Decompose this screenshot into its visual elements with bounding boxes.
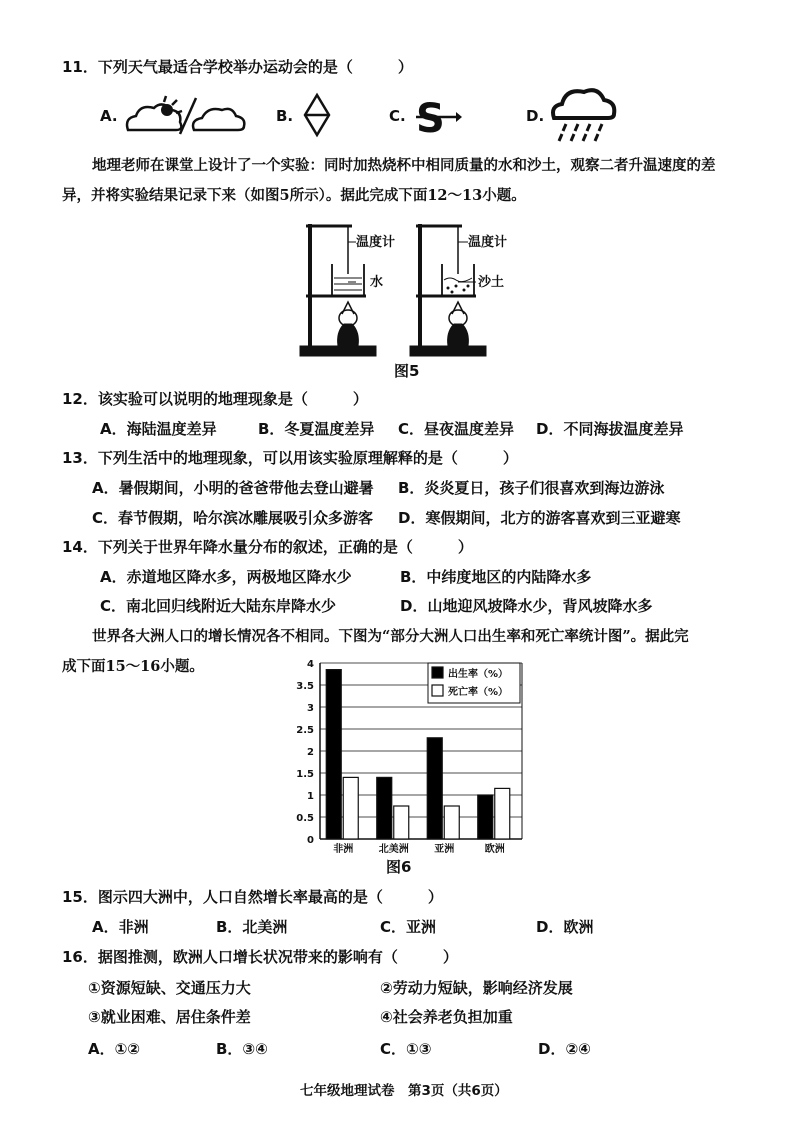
q11-option-d-letter: D. [526, 107, 545, 125]
q16-item-4: ④社会养老负担加重 [380, 1008, 513, 1026]
q16-item-2: ②劳动力短缺，影响经济发展 [380, 979, 573, 997]
figure5-caption: 图5 [394, 362, 420, 380]
partly-cloudy-to-cloudy-icon [120, 92, 250, 137]
intro-15-16-line1: 世界各大洲人口的增长情况各不相同。下图为“部分大洲人口出生率和死亡率统计图”。据此完 [92, 628, 689, 645]
q16-option-a: A．①② [88, 1040, 141, 1058]
q16-option-d: D．②④ [538, 1040, 591, 1058]
bar-birth-rate [478, 795, 493, 839]
bar-death-rate [444, 806, 459, 839]
y-tick-label: 0 [307, 835, 314, 846]
figure5-experiment-diagram [296, 214, 520, 362]
page-footer: 七年级地理试卷 第3页（共6页） [300, 1083, 508, 1099]
q12-stem: 12．该实验可以说明的地理现象是（ ） [62, 390, 368, 408]
q13-option-a: A．暑假期间，小明的爸爸带他去登山避暑 [92, 479, 374, 497]
q12-option-c: C．昼夜温度差异 [398, 420, 515, 438]
legend-swatch [432, 667, 443, 678]
bar-birth-rate [326, 670, 341, 839]
right-substance-label: 沙土 [478, 275, 505, 290]
legend-label: 死亡率（%） [448, 687, 509, 698]
x-tick-label: 欧洲 [484, 844, 505, 855]
legend-swatch [432, 685, 443, 696]
legend-label: 出生率（%） [448, 669, 509, 680]
x-tick-label: 北美洲 [378, 844, 409, 855]
q16-stem: 16．据图推测，欧洲人口增长状况带来的影响有（ ） [62, 948, 458, 966]
y-tick-label: 0.5 [296, 813, 314, 824]
svg-text:S: S [416, 96, 445, 138]
y-tick-label: 2.5 [296, 725, 314, 736]
bar-death-rate [394, 806, 409, 839]
q11-option-a-letter: A. [100, 107, 118, 125]
x-tick-label: 非洲 [333, 844, 354, 855]
q13-option-b: B．炎炎夏日，孩子们很喜欢到海边游泳 [398, 479, 665, 497]
q16-option-b: B．③④ [216, 1040, 268, 1058]
y-tick-label: 4 [307, 659, 314, 670]
q11-stem: 11．下列天气最适合学校举办运动会的是（ ） [62, 58, 413, 76]
y-tick-label: 1.5 [296, 769, 314, 780]
q15-option-b: B．北美洲 [216, 918, 288, 936]
q12-option-b: B．冬夏温度差异 [258, 420, 375, 438]
q14-option-b: B．中纬度地区的内陆降水多 [400, 568, 592, 586]
intro-12-13-line2: 异，并将实验结果记录下来（如图5所示）。据此完成下面12～13小题。 [62, 187, 526, 204]
y-tick-label: 1 [307, 791, 314, 802]
q14-option-d: D．山地迎风坡降水少，背风坡降水多 [400, 597, 653, 615]
q14-option-a: A．赤道地区降水多，两极地区降水少 [100, 568, 352, 586]
q13-option-d: D．寒假期间，北方的游客喜欢到三亚避寒 [398, 509, 681, 527]
bar-birth-rate [377, 777, 392, 839]
right-thermometer-label: 温度计 [468, 235, 508, 250]
q15-option-d: D．欧洲 [536, 918, 594, 936]
intro-12-13-line1: 地理老师在课堂上设计了一个实验：同时加热烧杯中相同质量的水和沙土，观察二者升温速度的差 [92, 157, 716, 174]
q15-option-c: C．亚洲 [380, 918, 437, 936]
q16-item-3: ③就业困难、居住条件差 [88, 1008, 251, 1026]
intro-15-16-line2: 成下面15～16小题。 [62, 658, 204, 675]
q16-item-1: ①资源短缺、交通压力大 [88, 979, 251, 997]
q13-option-c: C．春节假期，哈尔滨冰雕展吸引众多游客 [92, 509, 374, 527]
x-tick-label: 亚洲 [434, 844, 455, 855]
left-thermometer-label: 温度计 [356, 235, 396, 250]
bar-birth-rate [427, 738, 442, 839]
left-substance-label: 水 [370, 275, 384, 290]
q16-option-c: C．①③ [380, 1040, 432, 1058]
bar-death-rate [495, 788, 510, 839]
q12-option-d: D．不同海拔温度差异 [536, 420, 684, 438]
sandstorm-symbol-icon [414, 94, 464, 138]
y-tick-label: 2 [307, 747, 314, 758]
fog-symbol-icon [302, 92, 332, 138]
q15-stem: 15．图示四大洲中，人口自然增长率最高的是（ ） [62, 888, 443, 906]
q11-option-c-letter: C. [389, 107, 406, 125]
heavy-rain-icon [548, 84, 618, 144]
q14-option-c: C．南北回归线附近大陆东岸降水少 [100, 597, 337, 615]
q14-stem: 14．下列关于世界年降水量分布的叙述，正确的是（ ） [62, 538, 473, 556]
q15-option-a: A．非洲 [92, 918, 149, 936]
y-tick-label: 3.5 [296, 681, 314, 692]
y-tick-label: 3 [307, 703, 314, 714]
q13-stem: 13．下列生活中的地理现象，可以用该实验原理解释的是（ ） [62, 449, 518, 467]
q12-option-a: A．海陆温度差异 [100, 420, 217, 438]
figure6-bar-chart [286, 655, 526, 855]
q11-option-b-letter: B. [276, 107, 294, 125]
figure6-caption: 图6 [386, 858, 412, 876]
bar-death-rate [343, 777, 358, 839]
